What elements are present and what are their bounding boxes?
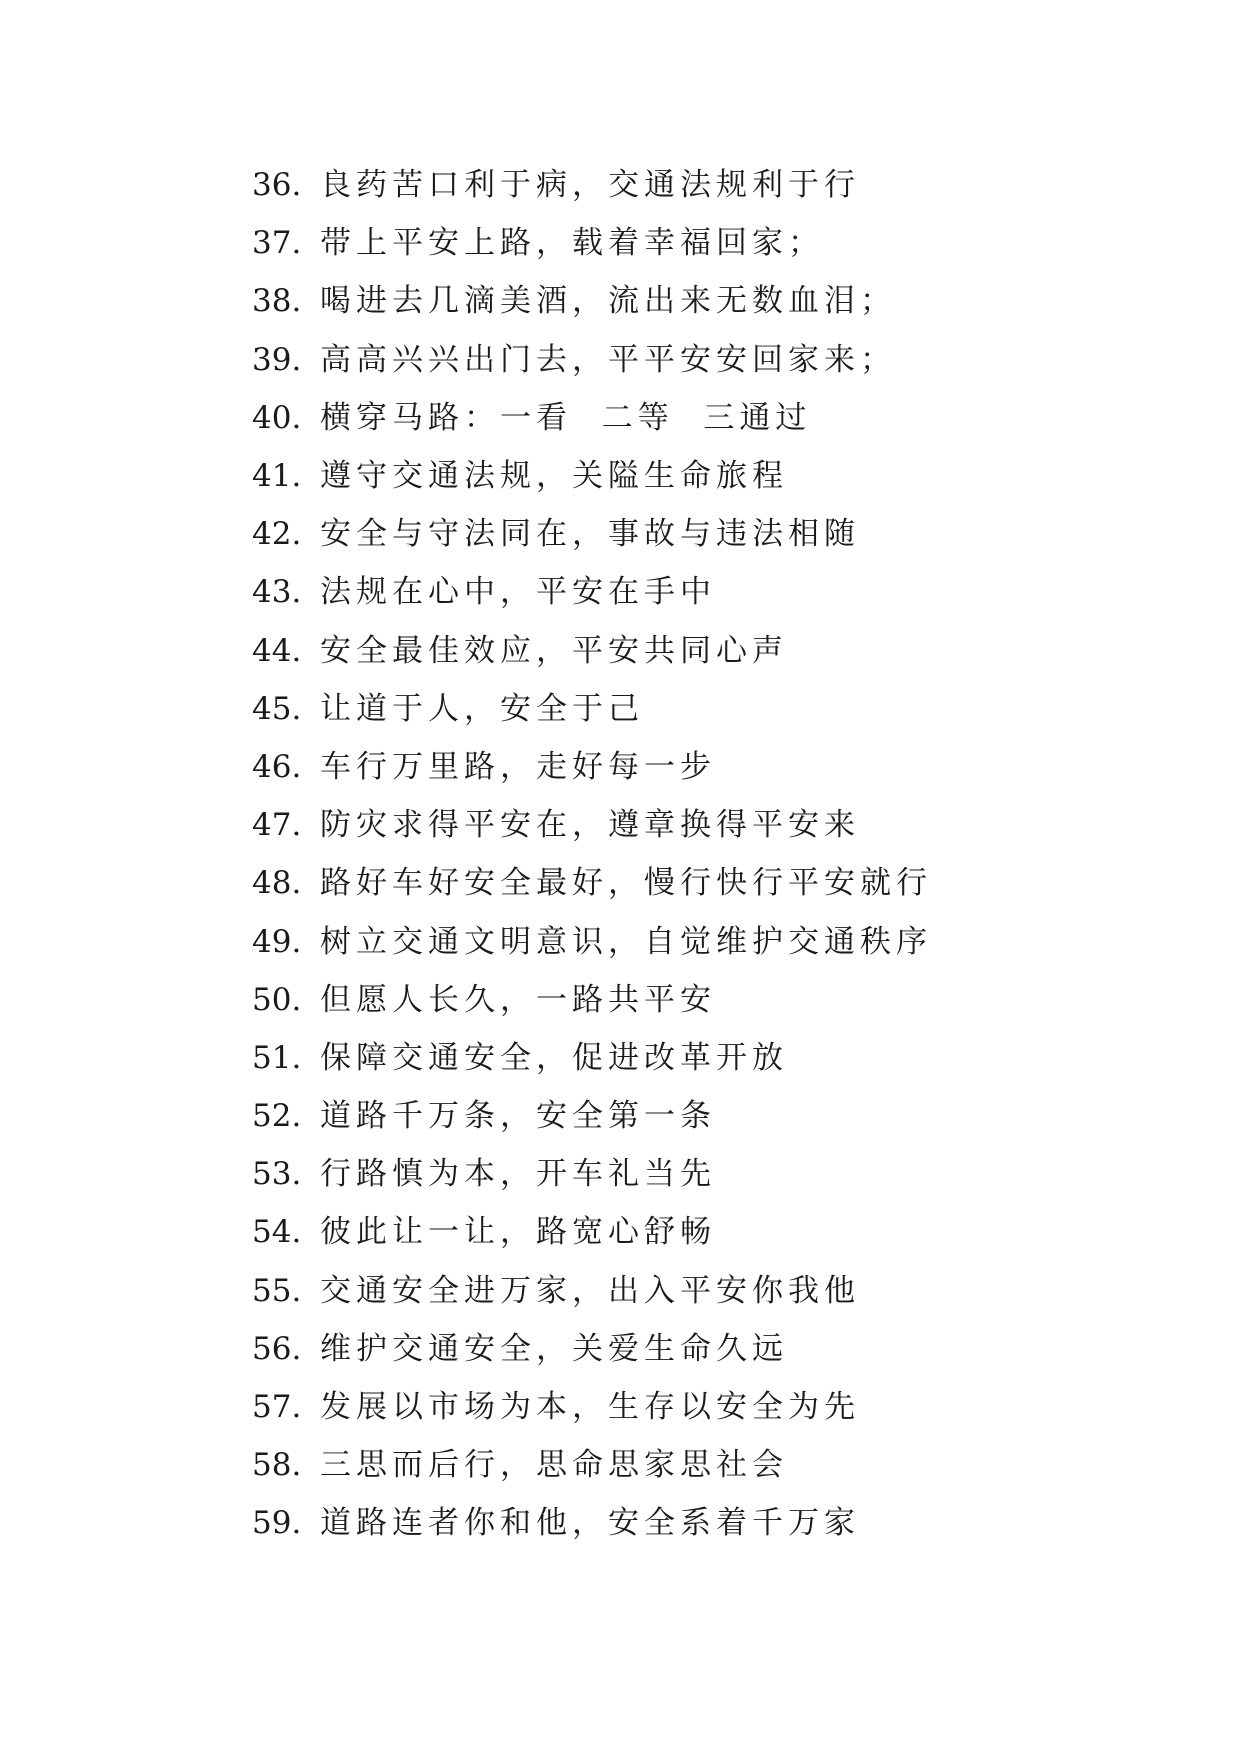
item-text: 防灾求得平安在，遵章换得平安来 (320, 807, 860, 844)
item-text: 安全与守法同在，事故与违法相随 (320, 516, 860, 553)
item-number: 41. (252, 458, 302, 495)
item-number: 40. (252, 399, 302, 436)
item-number: 58. (252, 1447, 302, 1484)
item-text: 三思而后行，思命思家思社会 (320, 1447, 788, 1484)
item-number: 48. (252, 865, 302, 902)
list-item (252, 1378, 932, 1436)
item-number: 36. (252, 167, 302, 204)
list-item (252, 912, 932, 970)
list-item (252, 1262, 932, 1320)
item-number: 55. (252, 1272, 302, 1309)
item-number: 51. (252, 1039, 302, 1076)
item-text: 交通安全进万家，出入平安你我他 (320, 1272, 860, 1309)
item-text: 保障交通安全，促进改革开放 (320, 1039, 788, 1076)
list-item (252, 738, 932, 796)
list-item (252, 680, 932, 738)
item-number: 44. (252, 632, 302, 669)
list-item (252, 622, 932, 680)
item-number: 42. (252, 516, 302, 553)
item-text: 维护交通安全，关爱生命久远 (320, 1330, 788, 1367)
item-text: 高高兴兴出门去，平平安安回家来； (320, 341, 896, 378)
item-number: 39. (252, 341, 302, 378)
item-number: 54. (252, 1214, 302, 1251)
item-text: 行路慎为本，开车礼当先 (320, 1156, 716, 1193)
list-item (252, 1145, 932, 1203)
list-item (252, 1087, 932, 1145)
list-item (252, 796, 932, 854)
item-number: 49. (252, 923, 302, 960)
list-item (252, 1029, 932, 1087)
slogan-list (252, 156, 932, 1553)
item-number: 50. (252, 981, 302, 1018)
list-item (252, 1203, 932, 1261)
item-text: 喝进去几滴美酒，流出来无数血泪； (320, 283, 896, 320)
item-number: 37. (252, 225, 302, 262)
list-item (252, 331, 932, 389)
item-text: 道路连者你和他，安全系着千万家 (320, 1505, 860, 1542)
item-number: 53. (252, 1156, 302, 1193)
item-number: 38. (252, 283, 302, 320)
list-item (252, 505, 932, 563)
item-text: 车行万里路，走好每一步 (320, 748, 716, 785)
item-text: 路好车好安全最好，慢行快行平安就行 (320, 865, 932, 902)
item-text: 道路千万条，安全第一条 (320, 1098, 716, 1135)
item-number: 43. (252, 574, 302, 611)
item-text: 良药苦口利于病，交通法规利于行 (320, 167, 860, 204)
list-item (252, 389, 932, 447)
item-text: 横穿马路：一看 二等 三通过 (320, 399, 812, 436)
list-item (252, 1436, 932, 1494)
list-item (252, 563, 932, 621)
list-item (252, 1320, 932, 1378)
item-number: 59. (252, 1505, 302, 1542)
item-text: 遵守交通法规，关隘生命旅程 (320, 458, 788, 495)
list-item (252, 272, 932, 330)
item-text: 法规在心中，平安在手中 (320, 574, 716, 611)
item-number: 45. (252, 690, 302, 727)
item-text: 彼此让一让，路宽心舒畅 (320, 1214, 716, 1251)
item-text: 但愿人长久，一路共平安 (320, 981, 716, 1018)
item-text: 安全最佳效应，平安共同心声 (320, 632, 788, 669)
list-item (252, 1494, 932, 1552)
list-item (252, 971, 932, 1029)
item-number: 47. (252, 807, 302, 844)
list-item (252, 214, 932, 272)
list-item (252, 156, 932, 214)
item-number: 52. (252, 1098, 302, 1135)
item-text: 发展以市场为本，生存以安全为先 (320, 1389, 860, 1426)
item-number: 56. (252, 1330, 302, 1367)
item-text: 带上平安上路，载着幸福回家； (320, 225, 824, 262)
item-text: 树立交通文明意识，自觉维护交通秩序 (320, 923, 932, 960)
list-item (252, 854, 932, 912)
item-number: 46. (252, 748, 302, 785)
item-number: 57. (252, 1389, 302, 1426)
item-text: 让道于人，安全于己 (320, 690, 644, 727)
list-item (252, 447, 932, 505)
